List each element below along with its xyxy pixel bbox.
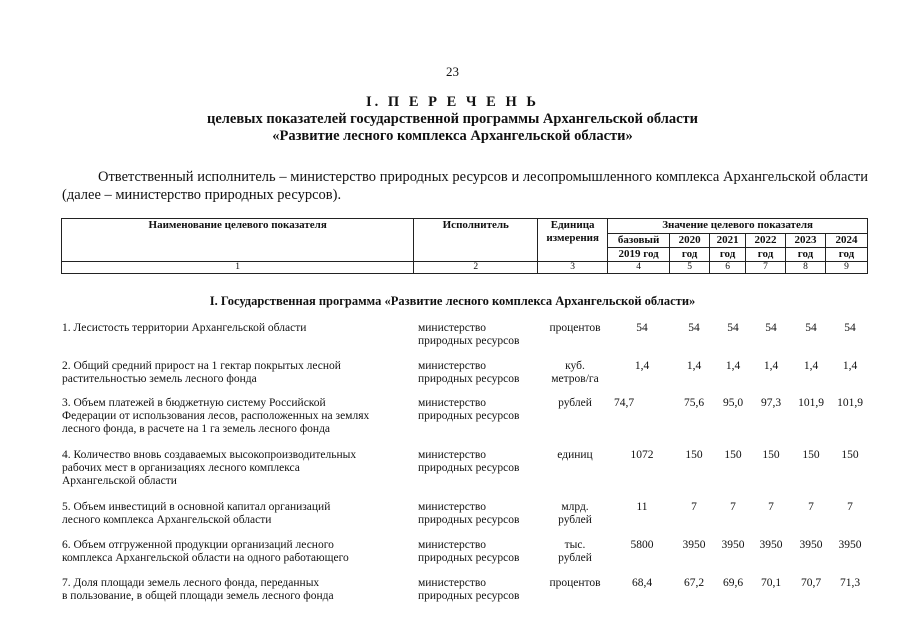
- header-year: 2024: [825, 234, 867, 248]
- indicator-value: 5800: [630, 539, 654, 551]
- indicator-unit-line: куб.: [565, 360, 585, 372]
- indicator-executor-line: природных ресурсов: [418, 462, 520, 474]
- indicator-value: 71,3: [839, 577, 861, 589]
- indicator-executor: [418, 322, 538, 348]
- header-unit-line2: измерения: [546, 232, 599, 244]
- indicator-value: 70,1: [760, 577, 782, 589]
- indicator-value: 70,7: [800, 577, 822, 589]
- indicator-name-line: 5. Объем инвестиций в основной капитал организаций: [62, 501, 331, 513]
- indicator-value: 54: [805, 322, 817, 334]
- indicator-value: 11: [636, 501, 648, 513]
- header-year-sub: 2019 год: [608, 248, 670, 262]
- indicator-unit-line: метров/га: [551, 373, 599, 385]
- header-year-sub: год: [710, 248, 746, 262]
- indicator-unit: [540, 501, 610, 527]
- indicator-name-line: 1. Лесистость территории Архангельской области: [62, 322, 307, 334]
- header-unit-line1: Единица: [550, 219, 595, 231]
- indicator-unit-line: млрд.: [561, 501, 589, 513]
- indicator-name: [62, 449, 414, 488]
- indicator-value: 7: [768, 501, 774, 513]
- indicator-value: 7: [808, 501, 814, 513]
- indicator-name: [62, 397, 414, 436]
- indicator-name-line: рабочих мест в организациях лесного комплекса: [62, 462, 300, 474]
- title-main: I. П Е Р Е Ч Е Н Ь: [366, 94, 539, 110]
- indicator-name-line: комплекса Архангельской области на одного работающего: [62, 552, 349, 564]
- indicator-name-line: растительностью земель лесного фонда: [62, 373, 257, 385]
- indicator-executor-line: природных ресурсов: [418, 590, 520, 602]
- indicator-value: 95,0: [722, 397, 744, 409]
- indicator-value: 101,9: [798, 397, 824, 409]
- indicator-executor: [418, 501, 538, 527]
- indicator-unit-line: рублей: [558, 397, 592, 409]
- indicator-executor-line: природных ресурсов: [418, 373, 520, 385]
- indicator-value: 7: [691, 501, 697, 513]
- header-executor: Исполнитель: [414, 219, 538, 262]
- indicator-value: 54: [688, 322, 700, 334]
- indicator-value: 7: [847, 501, 853, 513]
- header-year-sub: год: [670, 248, 710, 262]
- indicator-unit-line: процентов: [549, 322, 601, 334]
- column-number: 3: [538, 262, 608, 274]
- header-year-sub: год: [825, 248, 867, 262]
- column-number: 7: [746, 262, 786, 274]
- indicator-executor-line: министерство: [418, 539, 486, 551]
- title-line-3: «Развитие лесного комплекса Архангельской области»: [272, 128, 633, 144]
- indicator-value: 1072: [630, 449, 654, 461]
- indicator-name-line: 6. Объем отгруженной продукции организаций лесного: [62, 539, 334, 551]
- indicator-value: 150: [802, 449, 820, 461]
- indicator-name-line: 3. Объем платежей в бюджетную систему Российской: [62, 397, 326, 409]
- indicator-executor: [418, 449, 538, 475]
- indicator-name-line: в пользование, в общей площади земель лесного фонда: [62, 590, 334, 602]
- header-year: 2023: [786, 234, 826, 248]
- header-year: 2021: [710, 234, 746, 248]
- indicator-name: [62, 501, 414, 527]
- indicator-value: 54: [765, 322, 777, 334]
- indicator-value: 3950: [682, 539, 706, 551]
- indicator-executor-line: министерство: [418, 397, 486, 409]
- indicator-value: 3950: [799, 539, 823, 551]
- indicator-name: [62, 322, 414, 335]
- header-year: базовый: [608, 234, 670, 248]
- column-number: 6: [710, 262, 746, 274]
- indicator-value: 54: [727, 322, 739, 334]
- page-number: 23: [446, 64, 459, 79]
- indicator-executor-line: министерство: [418, 449, 486, 461]
- indicator-name-line: 4. Количество вновь создаваемых высокопроизводительных: [62, 449, 357, 461]
- column-number: 8: [786, 262, 826, 274]
- indicator-name-line: 2. Общий средний прирост на 1 гектар покрытых лесной: [62, 360, 341, 372]
- indicator-unit-line: рублей: [558, 552, 592, 564]
- column-number: 2: [414, 262, 538, 274]
- indicator-unit-line: единиц: [557, 449, 593, 461]
- indicator-value: 150: [762, 449, 780, 461]
- indicator-unit: [540, 449, 610, 462]
- indicator-executor: [418, 577, 538, 603]
- indicator-value: 54: [844, 322, 856, 334]
- indicator-value: 1,4: [803, 360, 819, 372]
- header-value-group: Значение целевого показателя: [608, 219, 868, 234]
- indicator-value: 150: [724, 449, 742, 461]
- indicator-unit-line: тыс.: [564, 539, 586, 551]
- indicator-value: 75,6: [683, 397, 705, 409]
- indicator-executor: [418, 539, 538, 565]
- indicator-unit-line: рублей: [558, 514, 592, 526]
- indicator-value: 74,7: [614, 397, 635, 409]
- column-number: 4: [608, 262, 670, 274]
- indicator-value: 1,4: [686, 360, 702, 372]
- indicator-unit: [540, 322, 610, 335]
- indicator-name: [62, 577, 414, 603]
- header-year: 2022: [746, 234, 786, 248]
- indicator-executor-line: министерство: [418, 360, 486, 372]
- indicator-name-line: лесного фонда, в расчете на 1 га земель лесного фонда: [62, 423, 331, 435]
- column-number: 1: [62, 262, 414, 274]
- indicator-executor-line: природных ресурсов: [418, 552, 520, 564]
- column-number: 9: [825, 262, 867, 274]
- indicator-name: [62, 539, 414, 565]
- indicator-name-line: 7. Доля площади земель лесного фонда, переданных: [62, 577, 320, 589]
- header-year-sub: год: [746, 248, 786, 262]
- indicator-unit-line: процентов: [549, 577, 601, 589]
- indicator-value: 67,2: [683, 577, 705, 589]
- indicator-value: 1,4: [725, 360, 741, 372]
- indicator-name-line: Федерации от использования лесов, расположенных на землях: [62, 410, 370, 422]
- indicator-value: 1,4: [763, 360, 779, 372]
- indicator-executor-line: министерство: [418, 577, 486, 589]
- indicator-executor-line: природных ресурсов: [418, 514, 520, 526]
- indicator-executor: [418, 397, 538, 423]
- indicator-value: 150: [841, 449, 859, 461]
- indicator-name: [62, 360, 414, 386]
- column-number: 5: [670, 262, 710, 274]
- intro-paragraph: Ответственный исполнитель – министерство природных ресурсов и лесопромышленного комплекса Архангельской области (далее – министерство природных ресурсов).: [62, 169, 868, 203]
- indicator-unit: [540, 397, 610, 410]
- indicator-value: 69,6: [722, 577, 744, 589]
- indicator-value: 3950: [759, 539, 783, 551]
- indicator-value: 1,4: [842, 360, 858, 372]
- indicator-value: 54: [636, 322, 648, 334]
- indicator-value: 1,4: [634, 360, 650, 372]
- indicator-value: 7: [730, 501, 736, 513]
- indicator-unit: [540, 577, 610, 590]
- indicator-value: 68,4: [631, 577, 653, 589]
- indicator-value: 3950: [838, 539, 862, 551]
- indicator-executor-line: природных ресурсов: [418, 410, 520, 422]
- indicator-executor-line: природных ресурсов: [418, 335, 520, 347]
- header-year-sub: год: [786, 248, 826, 262]
- indicator-value: 97,3: [760, 397, 782, 409]
- section-title: I. Государственная программа «Развитие лесного комплекса Архангельской области»: [209, 294, 696, 308]
- indicator-name-line: Архангельской области: [62, 475, 177, 487]
- header-name: Наименование целевого показателя: [62, 219, 414, 262]
- header-year: 2020: [670, 234, 710, 248]
- indicator-value: 150: [685, 449, 703, 461]
- indicator-name-line: лесного комплекса Архангельской области: [62, 514, 272, 526]
- indicator-value: 3950: [721, 539, 745, 551]
- title-line-2: целевых показателей государственной программы Архангельской области: [206, 111, 699, 127]
- indicator-unit: [540, 539, 610, 565]
- indicator-unit: [540, 360, 610, 386]
- indicator-executor-line: министерство: [418, 322, 486, 334]
- indicator-executor-line: министерство: [418, 501, 486, 513]
- indicator-value: 101,9: [837, 397, 863, 409]
- indicator-executor: [418, 360, 538, 386]
